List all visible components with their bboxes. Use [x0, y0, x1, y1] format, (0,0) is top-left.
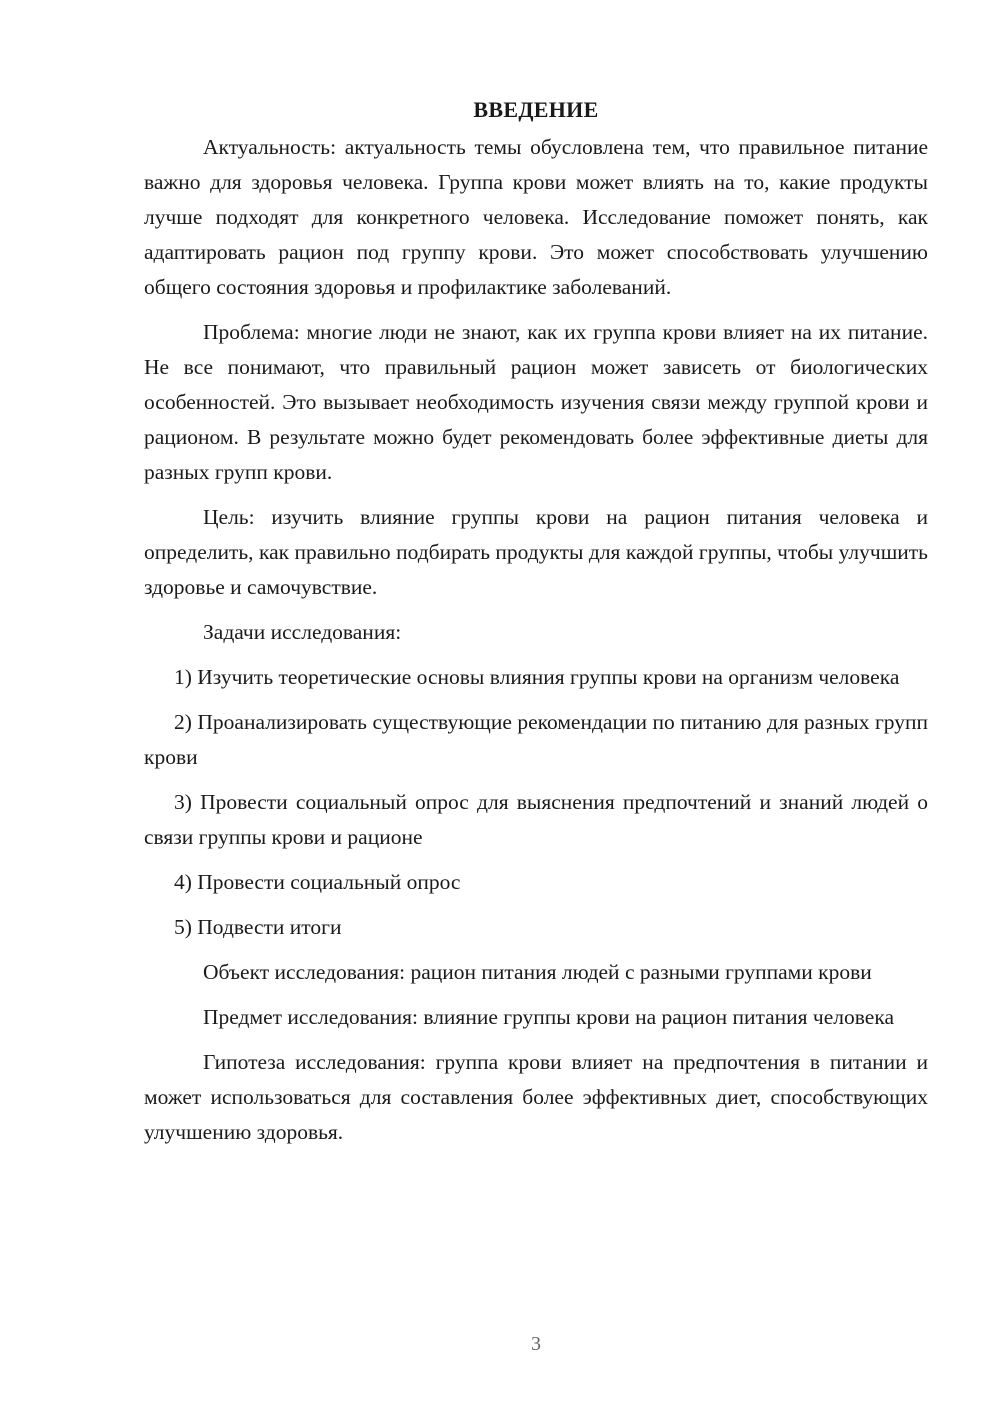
- problem-paragraph: Проблема: многие люди не знают, как их группа крови влияет на их питание. Не все понимают, что правильный рацион может зависеть от биологических особенностей. Это вызывает необходимость изучения связи между группой крови и рационом. В результате можно будет рекомендовать более эффективные диеты для разных групп крови.: [144, 320, 928, 484]
- relevance-paragraph: Актуальность: актуальность темы обусловлена тем, что правильное питание важно для здоровья человека. Группа крови может влиять на то, какие продукты лучше подходят для конкретного человека. Исследование поможет понять, как адаптировать рацион под группу крови. Это может способствовать улучшению общего состояния здоровья и профилактике заболеваний.: [144, 135, 928, 299]
- task-item-3: 3) Провести социальный опрос для выяснения предпочтений и знаний людей о связи группы крови и рационе: [144, 790, 928, 849]
- tasks-list: [144, 660, 928, 945]
- task-item-5: 5) Подвести итоги: [174, 915, 342, 939]
- task-item-4: 4) Провести социальный опрос: [174, 870, 461, 894]
- task-item-2: 2) Проанализировать существующие рекомендации по питанию для разных групп крови: [144, 710, 928, 769]
- object-paragraph: Объект исследования: рацион питания людей с разными группами крови: [203, 960, 872, 984]
- page-title: ВВЕДЕНИЕ: [473, 97, 599, 122]
- task-item-1: 1) Изучить теоретические основы влияния группы крови на организм человека: [174, 665, 900, 689]
- hypothesis-paragraph: Гипотеза исследования: группа крови влияет на предпочтения в питании и может использоваться для составления более эффективных диет, способствующих улучшению здоровья.: [144, 1050, 928, 1144]
- subject-paragraph: Предмет исследования: влияние группы крови на рацион питания человека: [203, 1005, 895, 1029]
- document-page: [144, 92, 928, 1160]
- goal-paragraph: Цель: изучить влияние группы крови на рацион питания человека и определить, как правильно подбирать продукты для каждой группы, чтобы улучшить здоровье и самочувствие.: [144, 505, 928, 599]
- tasks-heading: Задачи исследования:: [203, 620, 402, 644]
- page-number: 3: [531, 1333, 541, 1355]
